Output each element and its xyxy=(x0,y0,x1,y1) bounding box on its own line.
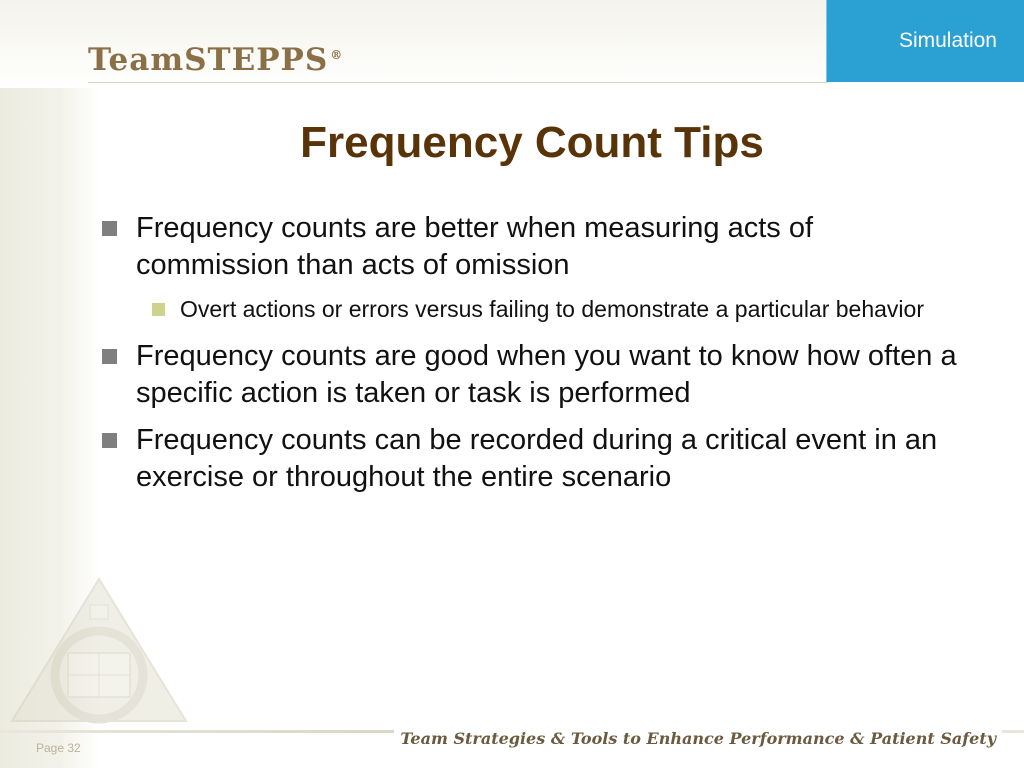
square-sub-bullet-icon xyxy=(152,303,165,316)
slide-body xyxy=(100,210,970,506)
bullet-item xyxy=(100,422,970,496)
slide-title: Frequency Count Tips xyxy=(300,118,764,167)
logo-registered-mark: ® xyxy=(330,47,344,62)
sub-bullet-item xyxy=(100,294,970,324)
header-divider xyxy=(88,82,828,83)
teamstepps-logo xyxy=(88,42,343,78)
square-bullet-icon xyxy=(102,221,117,236)
bullet-text: Frequency counts are good when you want to know how often a specific action is taken or task is performed xyxy=(136,340,957,409)
bullet-text: Frequency counts are better when measuring acts of commission than acts of omission xyxy=(136,212,814,281)
logo-text: TeamSTEPPS xyxy=(88,42,329,78)
footer-tagline: Team Strategies & Tools to Enhance Performance & Patient Safety xyxy=(394,729,1002,748)
page-number: Page 32 xyxy=(36,741,81,755)
square-bullet-icon xyxy=(102,433,117,448)
bullet-item xyxy=(100,338,970,412)
bullet-item xyxy=(100,210,970,284)
bullet-text: Frequency counts can be recorded during a critical event in an exercise or throughout the entire scenario xyxy=(136,424,938,493)
teamstepps-triangle-logo-icon xyxy=(8,575,190,725)
section-tab xyxy=(826,0,1024,82)
sub-bullet-text: Overt actions or errors versus failing to demonstrate a particular behavior xyxy=(180,296,924,322)
square-bullet-icon xyxy=(102,349,117,364)
section-tab-label: Simulation xyxy=(898,29,997,52)
